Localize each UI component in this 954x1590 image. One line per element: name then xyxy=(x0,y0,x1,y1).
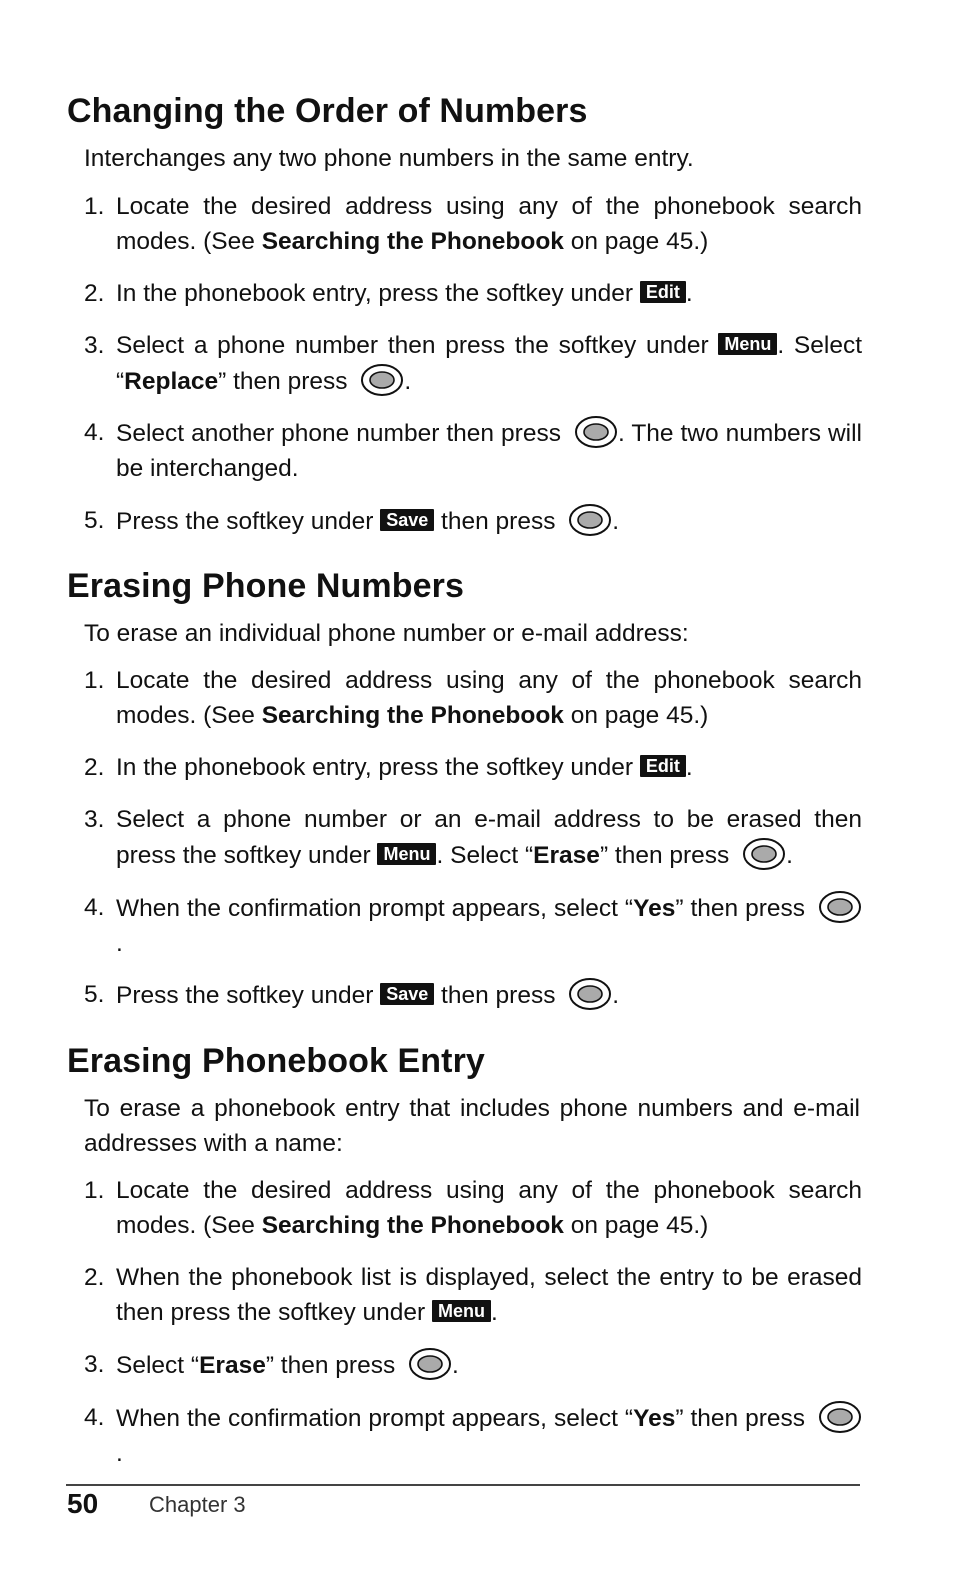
section-heading-erasing-phone-numbers: Erasing Phone Numbers xyxy=(67,567,464,605)
step-number: 3. xyxy=(84,806,105,833)
step-item xyxy=(84,276,862,311)
step-item xyxy=(84,1173,862,1243)
step-number: 2. xyxy=(84,754,105,781)
softkey-save-label: Save xyxy=(380,509,434,531)
softkey-menu-label: Menu xyxy=(377,843,436,865)
step-number: 3. xyxy=(84,1351,105,1378)
center-select-button-icon xyxy=(818,1400,862,1434)
footer-divider xyxy=(66,1484,860,1486)
step-number: 5. xyxy=(84,981,105,1008)
softkey-save-label: Save xyxy=(380,983,434,1005)
softkey-edit-label: Edit xyxy=(640,755,686,777)
step-item xyxy=(84,1400,862,1471)
step-text: Press the softkey under Save then press . xyxy=(116,977,862,1013)
step-text: Locate the desired address using any of the phonebook search modes. (See Searching the Phonebook on page 45.) xyxy=(116,667,862,729)
section-heading-changing-order: Changing the Order of Numbers xyxy=(67,92,588,130)
step-number: 1. xyxy=(84,1177,105,1204)
cross-reference: Searching the Phonebook xyxy=(261,228,564,255)
center-select-button-icon xyxy=(818,890,862,924)
step-number: 5. xyxy=(84,507,105,534)
step-item xyxy=(84,750,862,785)
center-select-button-icon xyxy=(568,503,612,537)
step-text: Select a phone number then press the softkey under Menu . Select “Replace” then press . xyxy=(116,332,862,395)
cross-reference: Searching the Phonebook xyxy=(261,702,564,729)
step-text: Select “Erase” then press . xyxy=(116,1347,862,1383)
step-item xyxy=(84,802,862,873)
step-number: 2. xyxy=(84,280,105,307)
step-number: 3. xyxy=(84,332,105,359)
step-item xyxy=(84,415,862,486)
step-item xyxy=(84,328,862,399)
step-text: When the phonebook list is displayed, select the entry to be erased then press the softkey under Menu . xyxy=(116,1264,862,1326)
step-text: Select a phone number or an e-mail address to be erased then press the softkey under Menu . Select “Erase” then press . xyxy=(116,806,862,869)
page-number: 50 xyxy=(67,1488,99,1519)
step-item xyxy=(84,1260,862,1330)
step-number: 4. xyxy=(84,1404,105,1431)
section-intro: Interchanges any two phone numbers in the same entry. xyxy=(84,145,694,172)
section-intro: To erase a phonebook entry that includes phone numbers and e-mail addresses with a name: xyxy=(84,1095,860,1157)
step-number: 1. xyxy=(84,193,105,220)
softkey-edit-label: Edit xyxy=(640,281,686,303)
step-number: 4. xyxy=(84,419,105,446)
softkey-menu-label: Menu xyxy=(718,333,777,355)
step-item xyxy=(84,503,862,539)
step-number: 4. xyxy=(84,894,105,921)
center-select-button-icon xyxy=(568,977,612,1011)
center-select-button-icon xyxy=(408,1347,452,1381)
center-select-button-icon xyxy=(574,415,618,449)
center-select-button-icon xyxy=(360,363,404,397)
step-text: In the phonebook entry, press the softkey under Edit . xyxy=(116,280,693,307)
step-item xyxy=(84,189,862,259)
step-text: When the confirmation prompt appears, select “Yes” then press . xyxy=(116,1400,862,1471)
step-item xyxy=(84,1347,862,1383)
step-number: 1. xyxy=(84,667,105,694)
step-number: 2. xyxy=(84,1264,105,1291)
step-item xyxy=(84,663,862,733)
softkey-menu-label: Menu xyxy=(432,1300,491,1322)
step-item xyxy=(84,890,862,961)
step-text: Select another phone number then press . The two numbers will be interchanged. xyxy=(116,415,862,486)
step-text: Locate the desired address using any of the phonebook search modes. (See Searching the Phonebook on page 45.) xyxy=(116,1177,862,1239)
chapter-label: Chapter 3 xyxy=(149,1492,246,1517)
center-select-button-icon xyxy=(742,837,786,871)
section-intro: To erase an individual phone number or e-mail address: xyxy=(84,620,689,647)
step-text: Locate the desired address using any of the phonebook search modes. (See Searching the Phonebook on page 45.) xyxy=(116,193,862,255)
step-text: When the confirmation prompt appears, select “Yes” then press . xyxy=(116,890,862,961)
section-heading-erasing-phonebook-entry: Erasing Phonebook Entry xyxy=(67,1042,485,1080)
step-text: In the phonebook entry, press the softkey under Edit . xyxy=(116,754,693,781)
cross-reference: Searching the Phonebook xyxy=(261,1212,564,1239)
step-item xyxy=(84,977,862,1013)
step-text: Press the softkey under Save then press . xyxy=(116,503,862,539)
